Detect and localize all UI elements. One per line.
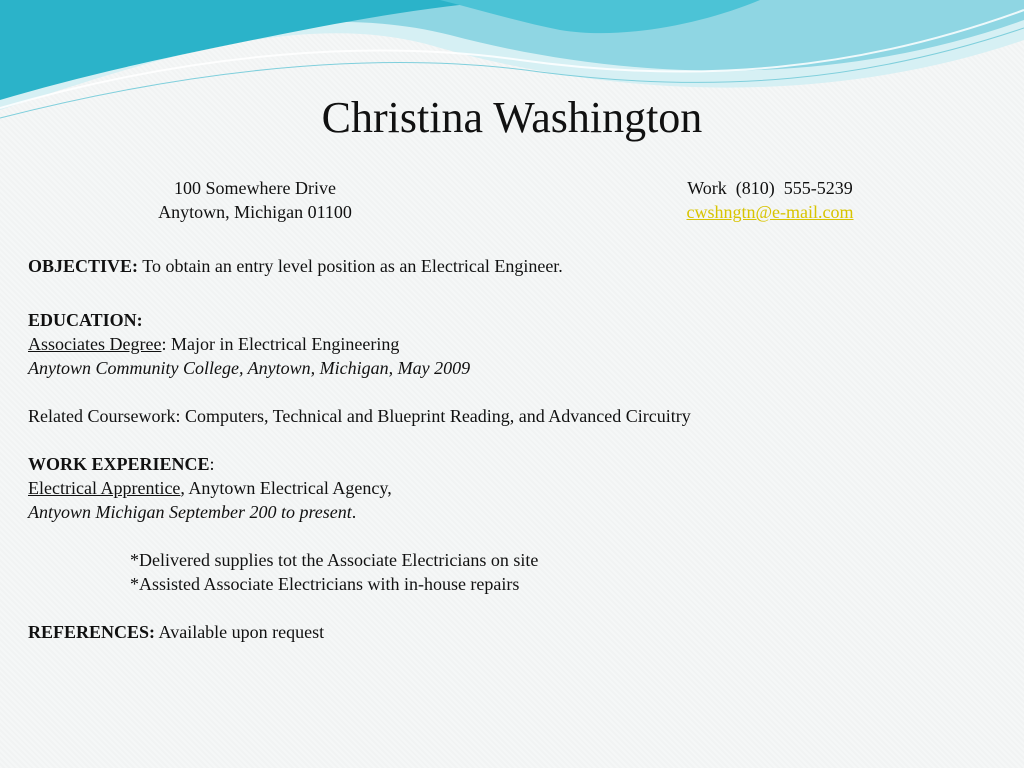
education-label: EDUCATION: (28, 310, 143, 330)
related-coursework: Related Coursework: Computers, Technical and Blueprint Reading, and Advanced Circuitry (28, 406, 691, 426)
work-experience-colon: : (209, 454, 215, 474)
work-experience-label: WORK EXPERIENCE (28, 454, 210, 474)
objective-text: To obtain an entry level position as an Electrical Engineer. (138, 256, 563, 276)
work-phone: Work (810) 555-5239 (687, 178, 853, 198)
references-text: Available upon request (155, 622, 325, 642)
position-title: Electrical Apprentice (28, 478, 181, 498)
work-position-line (28, 476, 988, 500)
degree-major: : Major in Electrical Engineering (161, 334, 400, 354)
address-block (110, 176, 400, 224)
references-label: REFERENCES: (28, 622, 156, 642)
resume-body (28, 254, 988, 644)
work-dates-period: . (351, 502, 357, 522)
email-link[interactable]: cwshngtn@e-mail.com (686, 202, 854, 222)
address-line-2: Anytown, Michigan 01100 (158, 202, 352, 222)
education-degree-line (28, 332, 988, 356)
degree-name: Associates Degree (28, 334, 162, 354)
duty-item: *Assisted Associate Electricians with in-house repairs (130, 574, 520, 594)
work-experience-heading (28, 452, 988, 476)
position-employer: , Anytown Electrical Agency, (180, 478, 392, 498)
page-title: Christina Washington (321, 93, 703, 142)
references-section (28, 620, 988, 644)
objective-label: OBJECTIVE: (28, 256, 139, 276)
work-dates-line (28, 500, 988, 524)
duty-item: *Delivered supplies tot the Associate Electricians on site (130, 550, 539, 570)
education-school: Anytown Community College, Anytown, Michigan, May 2009 (28, 358, 471, 378)
objective-section (28, 254, 988, 278)
address-line-1: 100 Somewhere Drive (174, 178, 336, 198)
contact-block (600, 176, 940, 224)
work-dates: Antyown Michigan September 200 to present (28, 502, 352, 522)
